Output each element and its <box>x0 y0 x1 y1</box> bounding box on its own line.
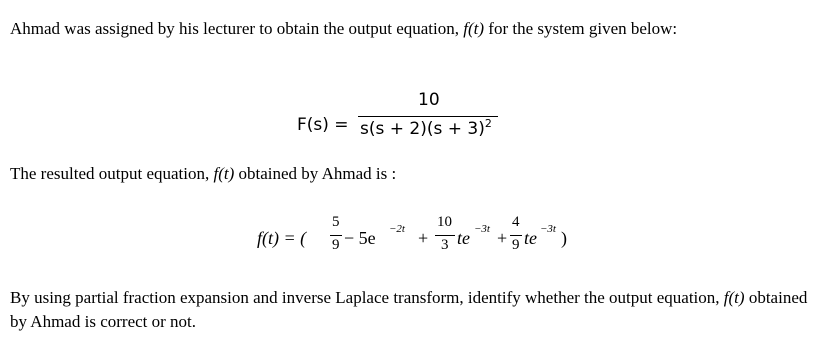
plus-sign-1: + <box>418 228 429 248</box>
intro-text-a: Ahmad was assigned by his lecturer to obtain the output equation, <box>10 19 459 38</box>
term2-exponent: −2t <box>389 223 405 235</box>
term3-denominator: 3 <box>441 237 449 253</box>
term4-numerator: 4 <box>512 214 520 230</box>
output-function-symbol: f(t) <box>723 288 745 307</box>
term3-te: te <box>457 228 470 248</box>
term3-numerator: 10 <box>437 214 452 230</box>
denominator-text: s(s + 2)(s + 3) <box>360 119 485 139</box>
term3-fraction-bar <box>435 235 455 236</box>
term1-fraction-bar <box>330 235 342 236</box>
term3-exponent: −3t <box>474 223 490 235</box>
term4-te: te <box>524 228 537 248</box>
output-function-symbol: f(t) <box>213 164 235 183</box>
plus-sign-2: + <box>497 228 508 248</box>
term4-denominator: 9 <box>512 237 520 253</box>
term2: − 5e <box>344 228 376 248</box>
term4-exponent: −3t <box>540 223 556 235</box>
term4-fraction-bar <box>510 235 522 236</box>
task-text-b: obtained by Ahmad is correct or not. <box>10 288 808 331</box>
task-paragraph <box>10 286 810 334</box>
equation-lhs: f(t) = ( <box>257 228 307 248</box>
result-text-a: The resulted output equation, <box>10 164 210 183</box>
closing-parenthesis: ) <box>561 228 567 248</box>
term1-denominator: 9 <box>332 237 340 253</box>
task-text-a: By using partial fraction expansion and inverse Laplace transform, identify whether the output equation, <box>10 288 720 307</box>
transfer-function-numerator: 10 <box>418 90 440 110</box>
output-function-symbol: f(t) <box>463 19 485 38</box>
denominator-exponent: 2 <box>484 117 492 130</box>
result-text-b: obtained by Ahmad is : <box>238 164 397 183</box>
intro-text-b: for the system given below: <box>488 19 678 38</box>
transfer-function-lhs: F(s) = <box>297 115 349 135</box>
term1-numerator: 5 <box>332 214 340 230</box>
